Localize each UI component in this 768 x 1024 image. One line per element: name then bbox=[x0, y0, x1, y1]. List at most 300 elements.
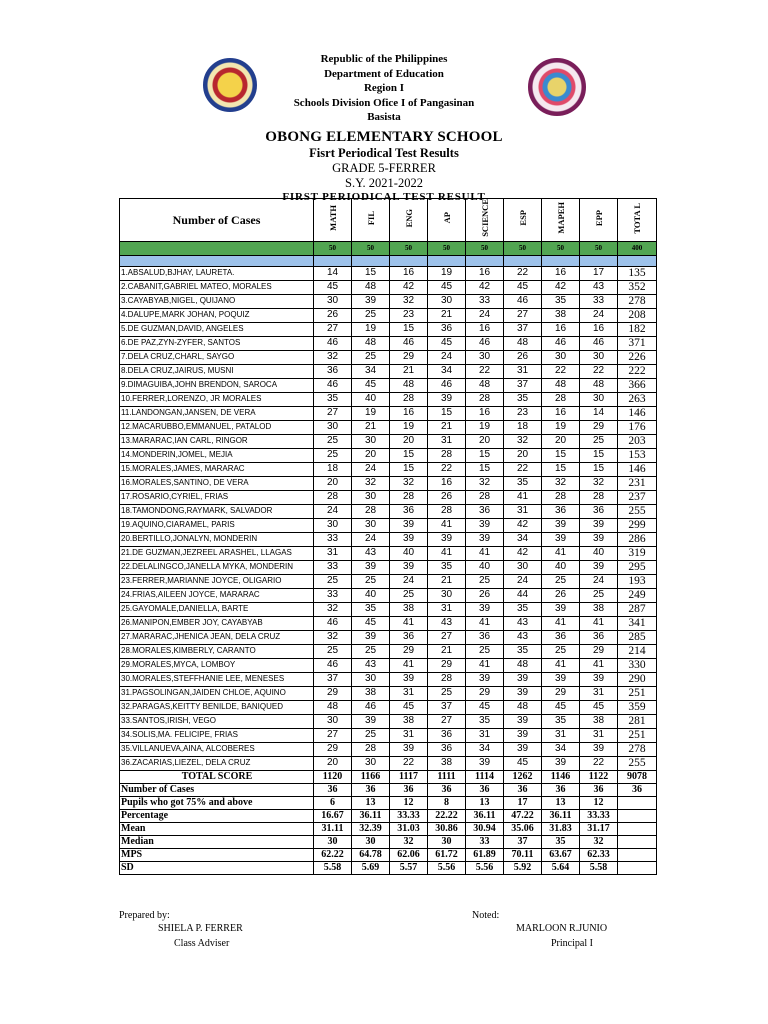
score-cell: 21 bbox=[428, 644, 466, 658]
summary-value-cell: 1120 bbox=[314, 770, 352, 783]
total-cell: 371 bbox=[618, 336, 657, 350]
table-row bbox=[120, 728, 657, 742]
summary-label-cell: Median bbox=[120, 835, 314, 848]
score-cell: 41 bbox=[580, 616, 618, 630]
score-cell: 15 bbox=[542, 462, 580, 476]
score-cell: 45 bbox=[390, 700, 428, 714]
score-cell: 28 bbox=[428, 448, 466, 462]
score-cell: 46 bbox=[314, 658, 352, 672]
score-cell: 32 bbox=[314, 630, 352, 644]
summary-value-cell: 47.22 bbox=[504, 809, 542, 822]
score-cell: 26 bbox=[504, 350, 542, 364]
score-cell: 22 bbox=[580, 756, 618, 770]
summary-value-cell bbox=[618, 835, 657, 848]
summary-value-cell: 33.33 bbox=[580, 809, 618, 822]
student-name-cell: 15.MORALES,JAMES, MARARAC bbox=[120, 462, 314, 476]
total-cell: 352 bbox=[618, 280, 657, 294]
subject-eng-header: ENG bbox=[390, 199, 428, 242]
score-cell: 26 bbox=[314, 308, 352, 322]
score-cell: 15 bbox=[390, 462, 428, 476]
summary-value-cell: 30 bbox=[428, 835, 466, 848]
score-cell: 43 bbox=[352, 658, 390, 672]
score-cell: 43 bbox=[352, 546, 390, 560]
score-cell: 14 bbox=[580, 406, 618, 420]
score-cell: 36 bbox=[542, 504, 580, 518]
summary-value-cell: 31.03 bbox=[390, 822, 428, 835]
student-name-cell: 33.SANTOS,IRISH, VEGO bbox=[120, 714, 314, 728]
score-cell: 36 bbox=[466, 504, 504, 518]
score-cell: 46 bbox=[580, 336, 618, 350]
table-row bbox=[120, 392, 657, 406]
score-cell: 15 bbox=[542, 448, 580, 462]
score-cell: 22 bbox=[504, 266, 542, 280]
total-cell: 226 bbox=[618, 350, 657, 364]
table-row bbox=[120, 448, 657, 462]
total-cell: 299 bbox=[618, 518, 657, 532]
score-cell: 39 bbox=[580, 560, 618, 574]
score-cell: 32 bbox=[390, 476, 428, 490]
summary-value-cell: 36 bbox=[542, 783, 580, 796]
score-cell: 16 bbox=[542, 266, 580, 280]
score-cell: 14 bbox=[314, 266, 352, 280]
score-cell: 30 bbox=[352, 756, 390, 770]
score-cell: 36 bbox=[542, 630, 580, 644]
summary-value-cell: 35.06 bbox=[504, 822, 542, 835]
score-cell: 32 bbox=[314, 602, 352, 616]
score-cell: 25 bbox=[428, 686, 466, 700]
score-cell: 38 bbox=[352, 686, 390, 700]
score-cell: 42 bbox=[466, 280, 504, 294]
score-cell: 40 bbox=[390, 546, 428, 560]
score-cell: 32 bbox=[390, 294, 428, 308]
spacer-cell bbox=[120, 255, 314, 266]
summary-value-cell: 33 bbox=[466, 835, 504, 848]
score-cell: 48 bbox=[352, 336, 390, 350]
summary-value-cell: 17 bbox=[504, 796, 542, 809]
score-cell: 39 bbox=[542, 602, 580, 616]
score-cell: 19 bbox=[428, 266, 466, 280]
total-cell: 366 bbox=[618, 378, 657, 392]
student-name-cell: 31.PAGSOLINGAN,JAIDEN CHLOE, AQUINO bbox=[120, 686, 314, 700]
subject-math-header: MATH bbox=[314, 199, 352, 242]
hps-label-cell bbox=[120, 241, 314, 255]
total-cell: 255 bbox=[618, 504, 657, 518]
score-cell: 39 bbox=[542, 532, 580, 546]
summary-value-cell: 12 bbox=[390, 796, 428, 809]
summary-value-cell: 22.22 bbox=[428, 809, 466, 822]
summary-value-cell: 5.58 bbox=[314, 861, 352, 874]
student-name-cell: 12.MACARUBBO,EMMANUEL, PATALOD bbox=[120, 420, 314, 434]
score-cell: 38 bbox=[390, 602, 428, 616]
table-row bbox=[120, 322, 657, 336]
score-cell: 25 bbox=[314, 644, 352, 658]
table-row bbox=[120, 350, 657, 364]
score-cell: 43 bbox=[504, 616, 542, 630]
score-cell: 39 bbox=[352, 294, 390, 308]
score-cell: 48 bbox=[580, 378, 618, 392]
score-cell: 35 bbox=[504, 644, 542, 658]
score-cell: 30 bbox=[314, 420, 352, 434]
score-cell: 36 bbox=[428, 728, 466, 742]
table-row bbox=[120, 420, 657, 434]
score-cell: 41 bbox=[466, 658, 504, 672]
score-cell: 28 bbox=[314, 490, 352, 504]
hps-cell: 50 bbox=[428, 241, 466, 255]
summary-value-cell: 13 bbox=[466, 796, 504, 809]
score-cell: 31 bbox=[466, 728, 504, 742]
score-cell: 32 bbox=[314, 350, 352, 364]
adviser-name: SHIELA P. FERRER bbox=[158, 923, 243, 934]
total-cell: 341 bbox=[618, 616, 657, 630]
score-cell: 25 bbox=[542, 644, 580, 658]
score-cell: 15 bbox=[466, 448, 504, 462]
score-cell: 16 bbox=[390, 406, 428, 420]
table-title: FIRST PERIODICAL TEST RESULT bbox=[282, 190, 486, 203]
score-cell: 41 bbox=[504, 490, 542, 504]
summary-value-cell bbox=[618, 809, 657, 822]
total-cell: 249 bbox=[618, 588, 657, 602]
score-cell: 39 bbox=[542, 756, 580, 770]
summary-label-cell: Pupils who got 75% and above bbox=[120, 796, 314, 809]
summary-value-cell: 61.89 bbox=[466, 848, 504, 861]
score-cell: 29 bbox=[466, 686, 504, 700]
summary-row bbox=[120, 822, 657, 835]
summary-value-cell bbox=[618, 861, 657, 874]
total-cell: 287 bbox=[618, 602, 657, 616]
score-cell: 35 bbox=[504, 476, 542, 490]
summary-row bbox=[120, 809, 657, 822]
score-cell: 35 bbox=[504, 392, 542, 406]
score-cell: 39 bbox=[580, 742, 618, 756]
score-cell: 40 bbox=[466, 560, 504, 574]
summary-value-cell: 37 bbox=[504, 835, 542, 848]
score-cell: 48 bbox=[542, 378, 580, 392]
score-cell: 31 bbox=[504, 364, 542, 378]
total-cell: 319 bbox=[618, 546, 657, 560]
score-cell: 43 bbox=[504, 630, 542, 644]
noted-label: Noted: bbox=[472, 910, 500, 921]
score-cell: 24 bbox=[466, 308, 504, 322]
student-name-cell: 35.VILLANUEVA,AINA, ALCOBERES bbox=[120, 742, 314, 756]
score-cell: 22 bbox=[504, 462, 542, 476]
score-cell: 33 bbox=[580, 294, 618, 308]
summary-row bbox=[120, 848, 657, 861]
student-name-cell: 13.MARARAC,IAN CARL, RINGOR bbox=[120, 434, 314, 448]
score-cell: 30 bbox=[466, 350, 504, 364]
score-cell: 36 bbox=[466, 630, 504, 644]
summary-value-cell: 31.17 bbox=[580, 822, 618, 835]
score-cell: 30 bbox=[580, 392, 618, 406]
total-cell: 255 bbox=[618, 756, 657, 770]
score-cell: 39 bbox=[466, 532, 504, 546]
score-cell: 45 bbox=[466, 700, 504, 714]
score-cell: 45 bbox=[542, 700, 580, 714]
score-cell: 29 bbox=[580, 420, 618, 434]
summary-value-cell: 36.11 bbox=[542, 809, 580, 822]
score-cell: 37 bbox=[428, 700, 466, 714]
score-cell: 45 bbox=[504, 280, 542, 294]
score-cell: 29 bbox=[428, 658, 466, 672]
score-cell: 22 bbox=[580, 364, 618, 378]
summary-value-cell: 36 bbox=[390, 783, 428, 796]
score-cell: 16 bbox=[542, 406, 580, 420]
score-cell: 41 bbox=[428, 546, 466, 560]
score-cell: 25 bbox=[580, 434, 618, 448]
summary-value-cell: 63.67 bbox=[542, 848, 580, 861]
score-cell: 20 bbox=[352, 448, 390, 462]
score-cell: 48 bbox=[390, 378, 428, 392]
total-cell: 278 bbox=[618, 742, 657, 756]
table-row bbox=[120, 616, 657, 630]
grade-section: GRADE 5-FERRER bbox=[332, 160, 436, 175]
score-cell: 16 bbox=[390, 266, 428, 280]
score-cell: 26 bbox=[466, 588, 504, 602]
spacer-cell bbox=[580, 255, 618, 266]
score-cell: 32 bbox=[352, 476, 390, 490]
total-cell: 286 bbox=[618, 532, 657, 546]
score-cell: 24 bbox=[314, 504, 352, 518]
summary-value-cell: 6 bbox=[314, 796, 352, 809]
score-cell: 28 bbox=[542, 392, 580, 406]
score-cell: 34 bbox=[466, 742, 504, 756]
total-cell: 193 bbox=[618, 574, 657, 588]
score-cell: 23 bbox=[504, 406, 542, 420]
score-cell: 38 bbox=[542, 308, 580, 322]
spacer-cell bbox=[428, 255, 466, 266]
score-cell: 43 bbox=[428, 616, 466, 630]
hps-cell: 50 bbox=[466, 241, 504, 255]
score-cell: 39 bbox=[504, 728, 542, 742]
results-table bbox=[119, 198, 657, 875]
total-cell: 285 bbox=[618, 630, 657, 644]
score-cell: 19 bbox=[352, 406, 390, 420]
summary-value-cell: 35 bbox=[542, 835, 580, 848]
score-cell: 27 bbox=[428, 714, 466, 728]
score-cell: 31 bbox=[580, 686, 618, 700]
summary-value-cell bbox=[618, 822, 657, 835]
score-cell: 25 bbox=[314, 574, 352, 588]
table-row bbox=[120, 378, 657, 392]
student-name-cell: 18.TAMONDONG,RAYMARK, SALVADOR bbox=[120, 504, 314, 518]
score-cell: 28 bbox=[580, 490, 618, 504]
score-cell: 45 bbox=[428, 336, 466, 350]
table-row bbox=[120, 280, 657, 294]
score-cell: 45 bbox=[580, 700, 618, 714]
summary-value-cell: 13 bbox=[352, 796, 390, 809]
score-cell: 22 bbox=[428, 462, 466, 476]
hps-cell: 50 bbox=[542, 241, 580, 255]
summary-value-cell: 36 bbox=[314, 783, 352, 796]
subject-total-header: TOTA L bbox=[618, 199, 657, 242]
score-cell: 33 bbox=[314, 560, 352, 574]
summary-value-cell: 5.56 bbox=[466, 861, 504, 874]
score-cell: 19 bbox=[352, 322, 390, 336]
summary-value-cell: 13 bbox=[542, 796, 580, 809]
total-cell: 263 bbox=[618, 392, 657, 406]
subject-epp-header: EPP bbox=[580, 199, 618, 242]
hps-cell: 50 bbox=[314, 241, 352, 255]
summary-row bbox=[120, 783, 657, 796]
student-name-cell: 20.BERTILLO,JONALYN, MONDERIN bbox=[120, 532, 314, 546]
summary-value-cell: 30.94 bbox=[466, 822, 504, 835]
summary-value-cell: 30.86 bbox=[428, 822, 466, 835]
student-name-cell: 17.ROSARIO,CYRIEL, FRIAS bbox=[120, 490, 314, 504]
score-cell: 15 bbox=[352, 266, 390, 280]
score-cell: 25 bbox=[580, 588, 618, 602]
summary-value-cell: 36.11 bbox=[352, 809, 390, 822]
summary-value-cell: 16.67 bbox=[314, 809, 352, 822]
adviser-title: Class Adviser bbox=[174, 938, 230, 949]
score-cell: 39 bbox=[504, 742, 542, 756]
score-cell: 39 bbox=[352, 630, 390, 644]
summary-label-cell: Mean bbox=[120, 822, 314, 835]
score-cell: 18 bbox=[314, 462, 352, 476]
score-cell: 33 bbox=[466, 294, 504, 308]
score-cell: 46 bbox=[390, 336, 428, 350]
table-row bbox=[120, 630, 657, 644]
score-cell: 36 bbox=[580, 504, 618, 518]
summary-value-cell: 36 bbox=[580, 783, 618, 796]
student-name-cell: 19.AQUINO,CIARAMEL, PARIS bbox=[120, 518, 314, 532]
summary-value-cell: 32 bbox=[390, 835, 428, 848]
score-cell: 21 bbox=[428, 308, 466, 322]
hps-cell: 50 bbox=[504, 241, 542, 255]
student-name-cell: 24.FRIAS,AILEEN JOYCE, MARARAC bbox=[120, 588, 314, 602]
score-cell: 32 bbox=[580, 476, 618, 490]
summary-value-cell: 1262 bbox=[504, 770, 542, 783]
score-cell: 39 bbox=[504, 672, 542, 686]
summary-value-cell: 32 bbox=[580, 835, 618, 848]
score-cell: 31 bbox=[542, 728, 580, 742]
score-cell: 38 bbox=[390, 714, 428, 728]
score-cell: 36 bbox=[580, 630, 618, 644]
score-cell: 41 bbox=[542, 546, 580, 560]
test-results-subtitle: Fisrt Periodical Test Results bbox=[309, 145, 459, 160]
student-name-cell: 5.DE GUZMAN,DAVID, ANGELES bbox=[120, 322, 314, 336]
score-cell: 16 bbox=[428, 476, 466, 490]
summary-label-cell: TOTAL SCORE bbox=[120, 770, 314, 783]
summary-value-cell: 9078 bbox=[618, 770, 657, 783]
score-cell: 40 bbox=[352, 588, 390, 602]
spacer-cell bbox=[466, 255, 504, 266]
student-name-cell: 6.DE PAZ,ZYN-ZYFER, SANTOS bbox=[120, 336, 314, 350]
score-cell: 31 bbox=[428, 434, 466, 448]
summary-row bbox=[120, 835, 657, 848]
score-cell: 45 bbox=[504, 756, 542, 770]
score-cell: 30 bbox=[314, 518, 352, 532]
total-cell: 359 bbox=[618, 700, 657, 714]
score-cell: 25 bbox=[352, 728, 390, 742]
student-name-cell: 22.DELALINGCO,JANELLA MYKA, MONDERIN bbox=[120, 560, 314, 574]
highest-possible-score-row bbox=[120, 241, 657, 255]
table-row bbox=[120, 532, 657, 546]
summary-value-cell: 8 bbox=[428, 796, 466, 809]
score-cell: 20 bbox=[314, 756, 352, 770]
student-name-cell: 21.DE GUZMAN,JEZREEL ARASHEL, LLAGAS bbox=[120, 546, 314, 560]
table-row bbox=[120, 672, 657, 686]
spacer-cell bbox=[390, 255, 428, 266]
score-cell: 17 bbox=[580, 266, 618, 280]
score-cell: 36 bbox=[428, 742, 466, 756]
total-cell: 278 bbox=[618, 294, 657, 308]
score-cell: 22 bbox=[466, 364, 504, 378]
score-cell: 29 bbox=[390, 644, 428, 658]
summary-label-cell: Percentage bbox=[120, 809, 314, 822]
spacer-cell bbox=[352, 255, 390, 266]
summary-value-cell: 5.64 bbox=[542, 861, 580, 874]
summary-label-cell: SD bbox=[120, 861, 314, 874]
score-cell: 31 bbox=[390, 728, 428, 742]
score-cell: 34 bbox=[504, 532, 542, 546]
summary-value-cell: 33.33 bbox=[390, 809, 428, 822]
score-cell: 30 bbox=[352, 490, 390, 504]
cases-header: Number of Cases bbox=[120, 199, 314, 242]
table-row bbox=[120, 700, 657, 714]
score-cell: 28 bbox=[352, 504, 390, 518]
score-cell: 45 bbox=[352, 378, 390, 392]
student-name-cell: 10.FERRER,LORENZO, JR MORALES bbox=[120, 392, 314, 406]
table-row bbox=[120, 406, 657, 420]
table-row bbox=[120, 686, 657, 700]
score-cell: 24 bbox=[580, 574, 618, 588]
hps-cell: 50 bbox=[390, 241, 428, 255]
summary-row bbox=[120, 861, 657, 874]
spacer-cell bbox=[504, 255, 542, 266]
table-row bbox=[120, 560, 657, 574]
table-row bbox=[120, 490, 657, 504]
total-cell: 208 bbox=[618, 308, 657, 322]
score-cell: 35 bbox=[542, 294, 580, 308]
score-cell: 35 bbox=[504, 602, 542, 616]
student-name-cell: 26.MANIPON,EMBER JOY, CAYABYAB bbox=[120, 616, 314, 630]
score-cell: 24 bbox=[580, 308, 618, 322]
score-cell: 36 bbox=[428, 322, 466, 336]
summary-value-cell: 1111 bbox=[428, 770, 466, 783]
table-row bbox=[120, 504, 657, 518]
score-cell: 39 bbox=[504, 686, 542, 700]
score-cell: 42 bbox=[504, 546, 542, 560]
score-cell: 40 bbox=[352, 392, 390, 406]
score-cell: 39 bbox=[580, 672, 618, 686]
total-cell: 146 bbox=[618, 462, 657, 476]
student-name-cell: 14.MONDERIN,JOMEL, MEJIA bbox=[120, 448, 314, 462]
score-cell: 33 bbox=[314, 588, 352, 602]
table-row bbox=[120, 364, 657, 378]
total-cell: 182 bbox=[618, 322, 657, 336]
score-cell: 41 bbox=[466, 616, 504, 630]
student-name-cell: 1.ABSALUD,BJHAY, LAURETA. bbox=[120, 266, 314, 280]
score-cell: 46 bbox=[504, 294, 542, 308]
score-cell: 16 bbox=[580, 322, 618, 336]
summary-row bbox=[120, 770, 657, 783]
score-cell: 20 bbox=[466, 434, 504, 448]
score-cell: 41 bbox=[580, 658, 618, 672]
score-cell: 31 bbox=[390, 686, 428, 700]
summary-value-cell: 1146 bbox=[542, 770, 580, 783]
summary-value-cell: 36 bbox=[618, 783, 657, 796]
score-cell: 16 bbox=[466, 322, 504, 336]
score-cell: 35 bbox=[542, 714, 580, 728]
score-cell: 46 bbox=[428, 378, 466, 392]
score-cell: 28 bbox=[428, 504, 466, 518]
score-cell: 41 bbox=[428, 518, 466, 532]
score-cell: 16 bbox=[466, 406, 504, 420]
subject-science-header: SCIENCE bbox=[466, 199, 504, 242]
summary-label-cell: MPS bbox=[120, 848, 314, 861]
table-row bbox=[120, 714, 657, 728]
total-cell: 237 bbox=[618, 490, 657, 504]
table-row bbox=[120, 644, 657, 658]
